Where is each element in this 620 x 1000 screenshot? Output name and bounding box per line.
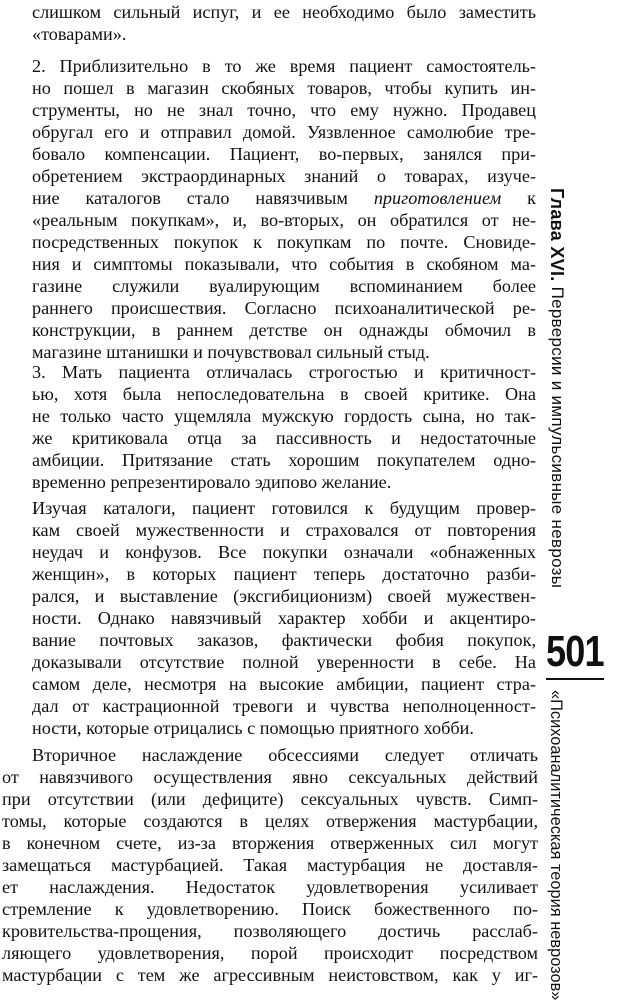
text-line: ет наслаждения. Недостаток удовлетворения усиливает — [2, 877, 538, 897]
text-line: в конечном счете, из-за вторжения отверженных сил могут — [2, 833, 538, 853]
text-line-with-emphasis — [32, 187, 536, 209]
page-number-rule — [546, 678, 604, 680]
text-line: слишком сильный испуг, и ее необходимо было заместить — [32, 2, 536, 22]
text-line: вание почтовых заказов, фактически фобия покупок, — [32, 630, 536, 650]
text-line: магазине штанишки и почувствовал сильный стыд. — [32, 342, 430, 362]
text-line: при отсутствии (или дефиците) сексуальных чувств. Симп- — [2, 789, 538, 809]
running-head-book-title: «Психоаналитическая теория неврозов» — [547, 690, 565, 1000]
text-line: рался, и выставление (эксгибиционизм) своей мужествен- — [32, 586, 536, 606]
paragraph-item-3 — [32, 361, 536, 493]
text-line: доказывали отсутствие полной уверенности в себе. На — [32, 652, 536, 672]
text-line: «реальным покупкам», и, во-вторых, он обратился от не- — [32, 210, 536, 230]
text-line: самом деле, несмотря на высокие амбиции, пациент стра- — [32, 674, 536, 694]
text-line: не только часто ущемляла мужскую гордость сына, но так- — [32, 406, 536, 426]
running-head-chapter — [546, 188, 567, 588]
paragraph-summary — [32, 497, 536, 739]
text-line: Вторичное наслаждение обсессиями следует отличать — [32, 745, 538, 765]
text-line: 2. Приблизительно в то же время пациент самостоятель- — [32, 56, 536, 76]
text-line: обретением экстраординарных знаний о товарах, изуче- — [32, 166, 536, 186]
text-line: от навязчивого осуществления явно сексуальных действий — [2, 767, 538, 787]
text-line: Изучая каталоги, пациент готовился к будущим провер- — [32, 498, 536, 518]
text-line: конструкции, в раннем детстве он однажды обмочил в — [32, 320, 536, 340]
text-segment: к — [501, 188, 536, 208]
paragraph-item-2 — [32, 55, 536, 363]
text-line: ности, которые отрицались с помощью приятного хобби. — [32, 718, 474, 738]
text-line: газине служили вуалирующим вспоминанием более — [32, 276, 536, 296]
text-line: томы, которые создаются в целях отвержения мастурбации, — [2, 811, 538, 831]
text-line: ью, хотя была непоследовательна в своей критике. Она — [32, 384, 536, 404]
text-line: бовало компенсации. Пациент, во-первых, занялся при- — [32, 144, 536, 164]
text-line: неудач и конфузов. Все покупки означали «обнаженных — [32, 542, 536, 562]
text-segment: ние каталогов стало навязчивым — [32, 188, 374, 208]
text-line: кам своей мужественности и страховался от повторения — [32, 520, 536, 540]
text-line: но пошел в магазин скобяных товаров, чтобы купить ин- — [32, 78, 536, 98]
text-line: мастурбации с тем же агрессивным неистовством, как у иг- — [2, 965, 538, 985]
text-line: посредственных покупок к покупкам по почте. Сновиде- — [32, 232, 536, 252]
text-line: кровительства-прощения, позволяющего достичь расслаб- — [2, 921, 538, 941]
text-line: дал от кастрационной тревоги и чувства неполноценност- — [32, 696, 536, 716]
text-line: временно репрезентировало эдипово желание. — [32, 472, 392, 492]
text-line: обругал его и отправил домой. Уязвленное самолюбие тре- — [32, 122, 536, 142]
text-line: стремление к удовлетворению. Поиск божественного по- — [2, 899, 538, 919]
text-line: 3. Мать пациента отличалась строгостью и критичност- — [32, 362, 536, 382]
text-line: струменты, но не знал точно, что ему нужно. Продавец — [32, 100, 536, 120]
text-line: ности. Однако навязчивый характер хобби и акцентиро- — [32, 608, 536, 628]
chapter-title: Перверсии и импульсивные неврозы — [548, 281, 567, 589]
chapter-number: Глава XVI. — [547, 188, 567, 282]
text-line: раннего происшествия. Согласно психоаналитической ре- — [32, 298, 536, 318]
text-line: амбиции. Притязание стать хорошим покупателем одно- — [32, 450, 536, 470]
text-line: замещаться мастурбацией. Такая мастурбация не доставля- — [2, 855, 538, 875]
text-line: же критиковала отца за пассивность и недостаточные — [32, 428, 536, 448]
text-line: «товарами». — [32, 24, 127, 44]
text-line: женщин», в которых пациент теперь достаточно разби- — [32, 564, 536, 584]
paragraph-continuation — [32, 1, 536, 45]
text-line: ния и симптомы показывали, что события в скобяном ма- — [32, 254, 536, 274]
emphasized-word: приготовлением — [373, 188, 502, 208]
text-line: ляющего удовлетворения, порой происходит посредством — [2, 943, 538, 963]
main-paragraph — [2, 744, 538, 986]
page-number: 501 — [546, 627, 604, 676]
